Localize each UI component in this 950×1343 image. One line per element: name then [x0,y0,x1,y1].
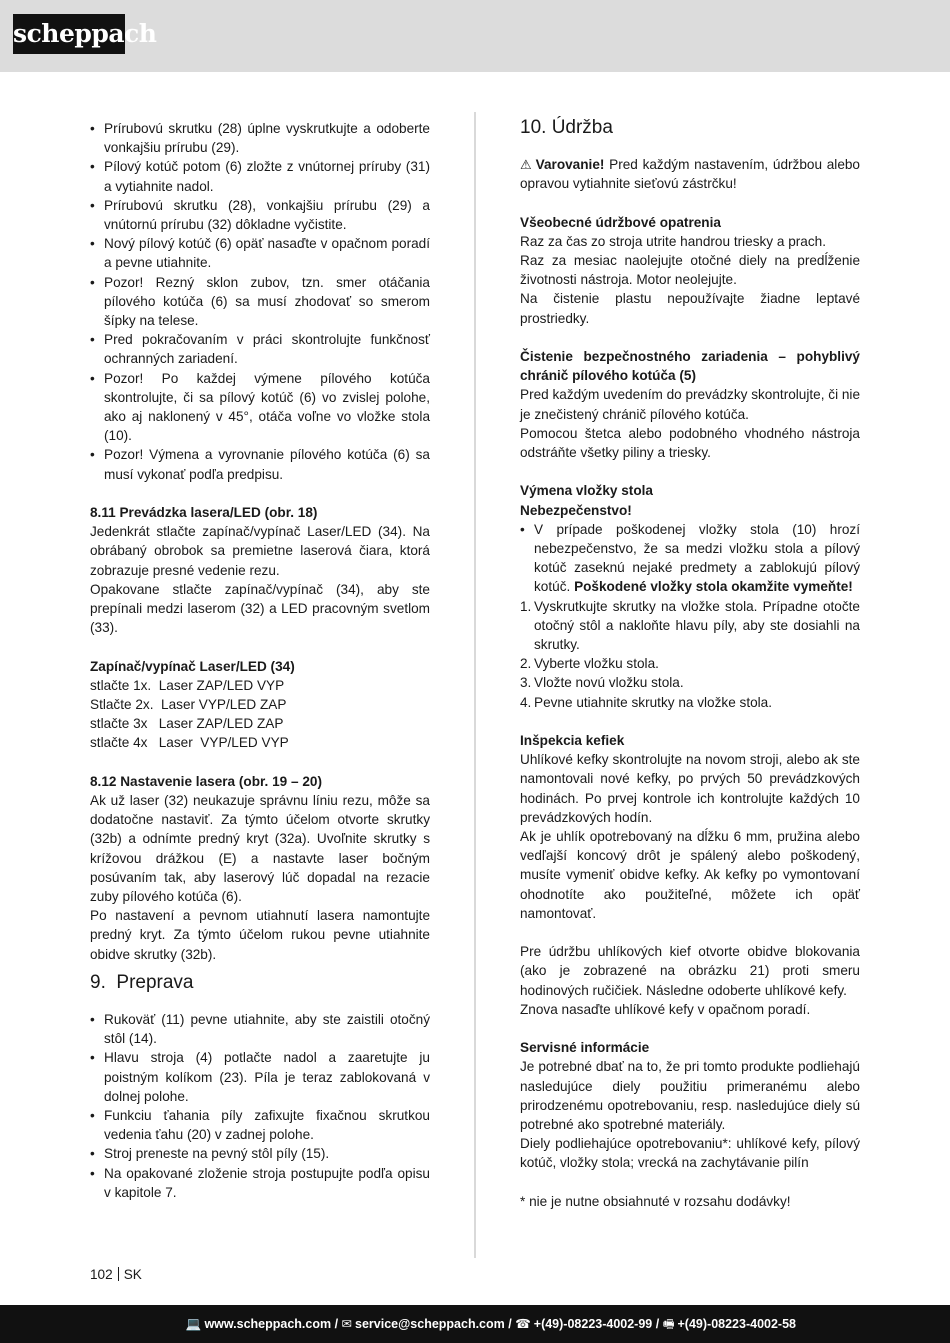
footer-phone: +(49)-08223-4002-99 [533,1317,653,1331]
list-item: • Na opakované zloženie stroja postupujte podľa opisu v kapitole 7. [90,1164,430,1202]
warning-triangle-icon: ⚠ [520,157,532,172]
insert-bullet-list [520,520,860,597]
list-item: • Rukoväť (11) pevne utiahnite, aby ste zaistili otočný stôl (14). [90,1010,430,1048]
page-header [0,0,950,72]
guard-paragraph-2: Pomocou štetca alebo podobného vhodného nástroja odstráňte všetky piliny a triesky. [520,425,860,461]
page-footer: 💻 www.scheppach.com / ✉ service@scheppach.com / ☎ +(49)-08223-4002-99 / 🖷 +(49)-08223-4002-58 [0,1305,950,1343]
insert-steps-list [520,597,860,712]
insert-bullet-bold: Poškodené vložky stola okamžite vymeňte! [574,579,853,595]
brush-paragraph-1: Uhlíkové kefky skontrolujte na novom stroji, alebo ak ste namontovali nové kefky, po prvých 50 prevádzkových hodinách. Po prvej kontrole ich kontrolujte každých 10 prevádzkových hodín. [520,752,860,825]
transport-bullet-list [90,1010,430,1202]
page-number: 102 SK [90,1267,142,1282]
footer-web[interactable]: www.scheppach.com [204,1317,332,1331]
scheppach-logo: scheppach [13,14,125,54]
warning-text: Pred každým nastavením, údržbou alebo opravou vytiahnite sieťovú zástrčku! [520,157,860,192]
switch-line: stlačte 3x Laser ZAP/LED ZAP [90,716,284,732]
list-item: • Pozor! Rezný sklon zubov, tzn. smer otáčania pílového kotúča (6) sa musí zhodovať so smerom šípky na telese. [90,273,430,331]
general-paragraph-2: Raz za mesiac naolejujte otočné diely na predĺženie životnosti nástroja. Motor neolejujte. [520,253,860,288]
section-9-heading: 9. Preprava [90,971,194,993]
section-10-heading: 10. Údržba [520,117,613,138]
list-item: • Prírubovú skrutku (28) úplne vyskrutkujte a odoberte vonkajšiu prírubu (29). [90,119,430,157]
right-column [520,119,860,1211]
service-info-title: Servisné informácie [520,1040,650,1056]
section-8-11-title: 8.11 Prevádzka lasera/LED (obr. 18) [90,505,318,521]
list-item: • Prírubovú skrutku (28), vonkajšiu prírubu (29) a vnútornú prírubu (32) dôkladne vyčistite. [90,196,430,234]
insert-bullet-text: V prípade poškodenej vložky stola (10) hrozí nebezpečenstvo, že sa medzi vložku stola a pílový kotúč zaseknú nejaké predmety a zablokujú pílový kotúč. [534,521,860,595]
list-item: • Funkciu ťahania píly zafixujte fixačnou skrutkou vedenia ťahu (20) v zadnej polohe. [90,1106,430,1144]
table-insert-title: Výmena vložky stola [520,483,653,499]
switch-line: stlačte 1x. Laser ZAP/LED VYP [90,677,285,693]
footer-fax: +(49)-08223-4002-58 [677,1317,796,1331]
brush-inspection-title: Inšpekcia kefiek [520,733,625,749]
danger-label: Nebezpečenstvo! [520,502,632,518]
general-paragraph-1: Raz za čas zo stroja utrite handrou triesky a prach. [520,233,826,249]
list-item: 3. Vložte novú vložku stola. [520,675,684,691]
list-item: • Pozor! Po každej výmene pílového kotúča skontrolujte, či sa pílový kotúč (6) vo zvislej polohe, ako aj naklonený v 45°, otáča voľne vo vložke stola (10). [90,369,430,446]
general-maintenance-title: Všeobecné údržbové opatrenia [520,214,721,230]
guard-paragraph-1: Pred každým uvedením do prevádzky skontrolujte, či nie je znečistený chránič pílového kotúča. [520,387,861,422]
mail-icon: ✉ [341,1317,352,1331]
guard-cleaning-title: Čistenie bezpečnostného zariadenia – pohyblivý chránič pílového kotúča (5) [520,349,860,384]
computer-icon: 💻 [185,1317,202,1331]
intro-bullet-list [90,119,430,484]
section-8-11-paragraph-1: Jedenkrát stlačte zapínač/vypínač Laser/LED (34). Na obrábaný obrobok sa premietne laserová čiara, ktorá zobrazuje presné vedenie rezu. [90,524,430,578]
list-item: 4. Pevne utiahnite skrutky na vložke stola. [520,694,773,710]
section-8-12-title: 8.12 Nastavenie lasera (obr. 19 – 20) [90,773,322,789]
list-item: • Pozor! Výmena a vyrovnanie pílového kotúča (6) sa musí vykonať podľa predpisu. [90,445,430,483]
list-item: • Nový pílový kotúč (6) opäť nasaďte v opačnom poradí a pevne utiahnite. [90,234,430,272]
general-paragraph-3: Na čistenie plastu nepoužívajte žiadne leptavé prostriedky. [520,291,860,326]
list-item: • Pílový kotúč potom (6) zložte z vnútornej príruby (31) a vytiahnite nadol. [90,157,430,195]
brush-paragraph-3: Pre údržbu uhlíkových kief otvorte obidve blokovania (ako je zobrazené na obrázku 21) proti smeru hodinových ručičiek. Následne odoberte uhlíkové kefy. [520,944,860,998]
footer-email[interactable]: service@scheppach.com [355,1317,505,1331]
list-item: 2. Vyberte vložku stola. [520,656,659,672]
service-paragraph-1: Je potrebné dbať na to, že pri tomto produkte podliehajú nasledujúce diely použitiu primeranému alebo prirodzenému opotrebovaniu, resp. nasledujúce diely sú potrebné ako spotrebné materiály. [520,1059,860,1133]
fax-icon: 🖷 [662,1317,675,1331]
list-item: • Hlavu stroja (4) potlačte nadol a zaaretujte ju poistným kolíkom (23). Píla je teraz zablokovaná v dolnej polohe. [90,1048,430,1106]
switch-title: Zapínač/vypínač Laser/LED (34) [90,658,295,674]
warning-paragraph [520,155,860,193]
section-8-11-paragraph-2: Opakovane stlačte zapínač/vypínač (34), aby ste prepínali medzi laserom (32) a LED pracovným svetlom (33). [90,581,430,636]
footnote: * nie je nutne obsiahnuté v rozsahu dodávky! [520,1193,791,1209]
brush-paragraph-4: Znova nasaďte uhlíkové kefy v opačnom poradí. [520,1001,811,1017]
brush-paragraph-2: Ak je uhlík opotrebovaný na dĺžku 6 mm, pružina alebo vedľajší koncový drôt je spálený alebo poškodený, musíte vymeniť obidve kefky. Ak kefky po vymontovaní ohodnotíte ako použiteľné, môžete ich opäť namontovať. [520,829,860,921]
switch-line: stlačte 4x Laser VYP/LED VYP [90,735,289,751]
column-divider [474,112,476,1258]
section-8-12-paragraph-2: Po nastavení a pevnom utiahnutí lasera namontujte predný kryt. Za týmto účelom rukou pevne utiahnite obidve skrutky (32b). [90,908,430,962]
left-column [90,119,430,1202]
section-8-12-paragraph-1: Ak už laser (32) neukazuje správnu líniu rezu, môže sa dodatočne nastaviť. Za týmto účelom otvorte skrutky (32b) a odnímte predný kryt (32a). Uvoľnite skrutky s krížovou drážkou (E) a nastavte laser bočným posúvaním tak, aby laserový lúč dopadal na rezacie zuby pílového kotúča (6). [90,793,430,905]
list-item [520,520,860,597]
service-paragraph-2: Diely podliehajúce opotrebovaniu*: uhlíkové kefy, pílový kotúč, vložky stola; vrecká na zachytávanie pilín [520,1136,860,1171]
list-item: • Stroj preneste na pevný stôl píly (15). [90,1144,430,1163]
switch-line: Stlačte 2x. Laser VYP/LED ZAP [90,697,287,713]
phone-icon: ☎ [515,1317,531,1331]
warning-label: Varovanie! [535,157,605,172]
list-item: • Pred pokračovaním v práci skontrolujte funkčnosť ochranných zariadení. [90,330,430,368]
list-item: 1. Vyskrutkujte skrutky na vložke stola. Prípadne otočte otočný stôl a nakloňte hlavu píly, aby ste dosiahli na skrutky. [520,598,860,653]
